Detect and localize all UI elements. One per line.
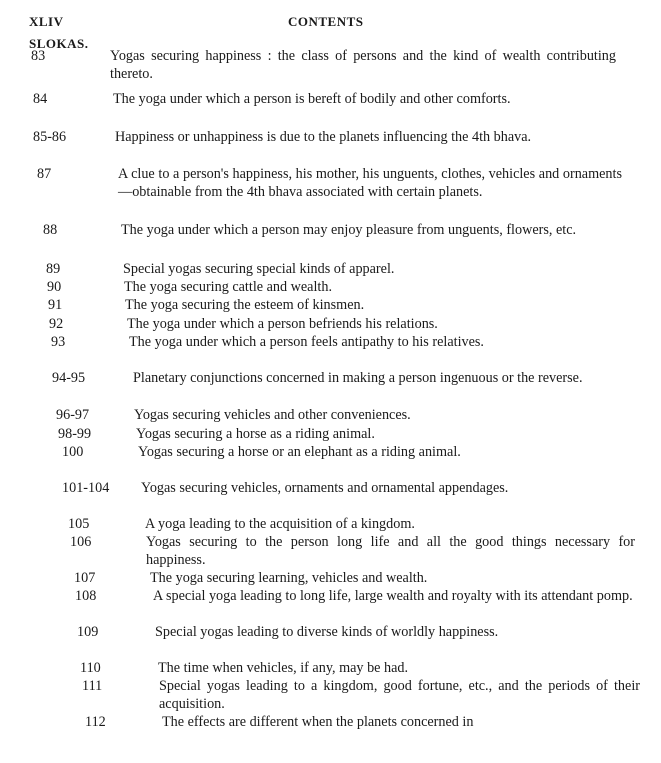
sloka-number: 91: [48, 297, 63, 313]
entry-text: A yoga leading to the acquisition of a kingdom.: [145, 516, 415, 532]
sloka-number: 90: [47, 279, 62, 295]
entry-text: A special yoga leading to long life, large wealth and royalty with its attendant pomp.: [153, 588, 633, 604]
sloka-number: 92: [49, 316, 64, 332]
page-number: XLIV: [29, 14, 64, 29]
entry-text: The yoga under which a person befriends his relations.: [127, 316, 438, 332]
sloka-number: 84: [33, 91, 48, 107]
sloka-number: 88: [43, 222, 58, 238]
entry-text: The yoga under which a person is bereft of bodily and other comforts.: [113, 91, 511, 107]
entry-text: Special yogas leading to diverse kinds of worldly happiness.: [155, 624, 499, 640]
sloka-number: 98-99: [58, 426, 92, 442]
sloka-number: 100: [62, 444, 84, 460]
sloka-number: 101-104: [62, 480, 110, 496]
sloka-number: 108: [75, 588, 97, 604]
entry-text: The yoga under which a person feels antipathy to his relatives.: [129, 334, 484, 350]
entry-text: Yogas securing happiness : the class of persons and the kind of wealth contributing thereto.: [110, 48, 616, 82]
sloka-number: 93: [51, 334, 66, 350]
sloka-number: 105: [68, 516, 90, 532]
entry-text: The time when vehicles, if any, may be had.: [158, 660, 409, 676]
entry-text: The effects are different when the planets concerned in: [162, 714, 474, 730]
entry-text: Yogas securing a horse or an elephant as a riding animal.: [138, 444, 461, 460]
sloka-number: 106: [70, 534, 92, 550]
entry-text: Special yogas leading to a kingdom, good fortune, etc., and the periods of their acquisition.: [159, 678, 640, 712]
sloka-number: 96-97: [56, 407, 90, 423]
sloka-number: 94-95: [52, 370, 86, 386]
entry-text: Yogas securing vehicles and other conveniences.: [134, 407, 411, 423]
sloka-number: 112: [85, 714, 106, 730]
sloka-number: 87: [37, 166, 52, 182]
entry-text: The yoga securing the esteem of kinsmen.: [125, 297, 365, 313]
sloka-number: 110: [80, 660, 101, 676]
sloka-number: 85-86: [33, 129, 67, 145]
entry-text: Yogas securing to the person long life and all the good things necessary for happiness.: [146, 534, 635, 568]
sloka-number: 111: [82, 678, 103, 694]
entry-text: Planetary conjunctions concerned in making a person ingenuous or the reverse.: [133, 370, 583, 386]
entry-text: The yoga securing cattle and wealth.: [124, 279, 332, 295]
sloka-number: 107: [74, 570, 96, 586]
entry-text: Yogas securing vehicles, ornaments and ornamental appendages.: [141, 480, 509, 496]
sloka-number: 109: [77, 624, 99, 640]
page-title: CONTENTS: [288, 14, 364, 29]
sloka-number: 83: [31, 48, 46, 64]
column-label: SLOKAS.: [29, 36, 89, 51]
entry-text: A clue to a person's happiness, his mother, his unguents, clothes, vehicles and ornaments—obtainable from the 4th bhava associated with certain planets.: [118, 166, 622, 200]
entry-text: Yogas securing a horse as a riding animal.: [136, 426, 375, 442]
entry-text: Happiness or unhappiness is due to the planets influencing the 4th bhava.: [115, 129, 532, 145]
entry-text: Special yogas securing special kinds of apparel.: [123, 261, 395, 277]
entry-text: The yoga securing learning, vehicles and wealth.: [150, 570, 428, 586]
entry-text: The yoga under which a person may enjoy pleasure from unguents, flowers, etc.: [121, 222, 577, 238]
sloka-number: 89: [46, 261, 61, 277]
